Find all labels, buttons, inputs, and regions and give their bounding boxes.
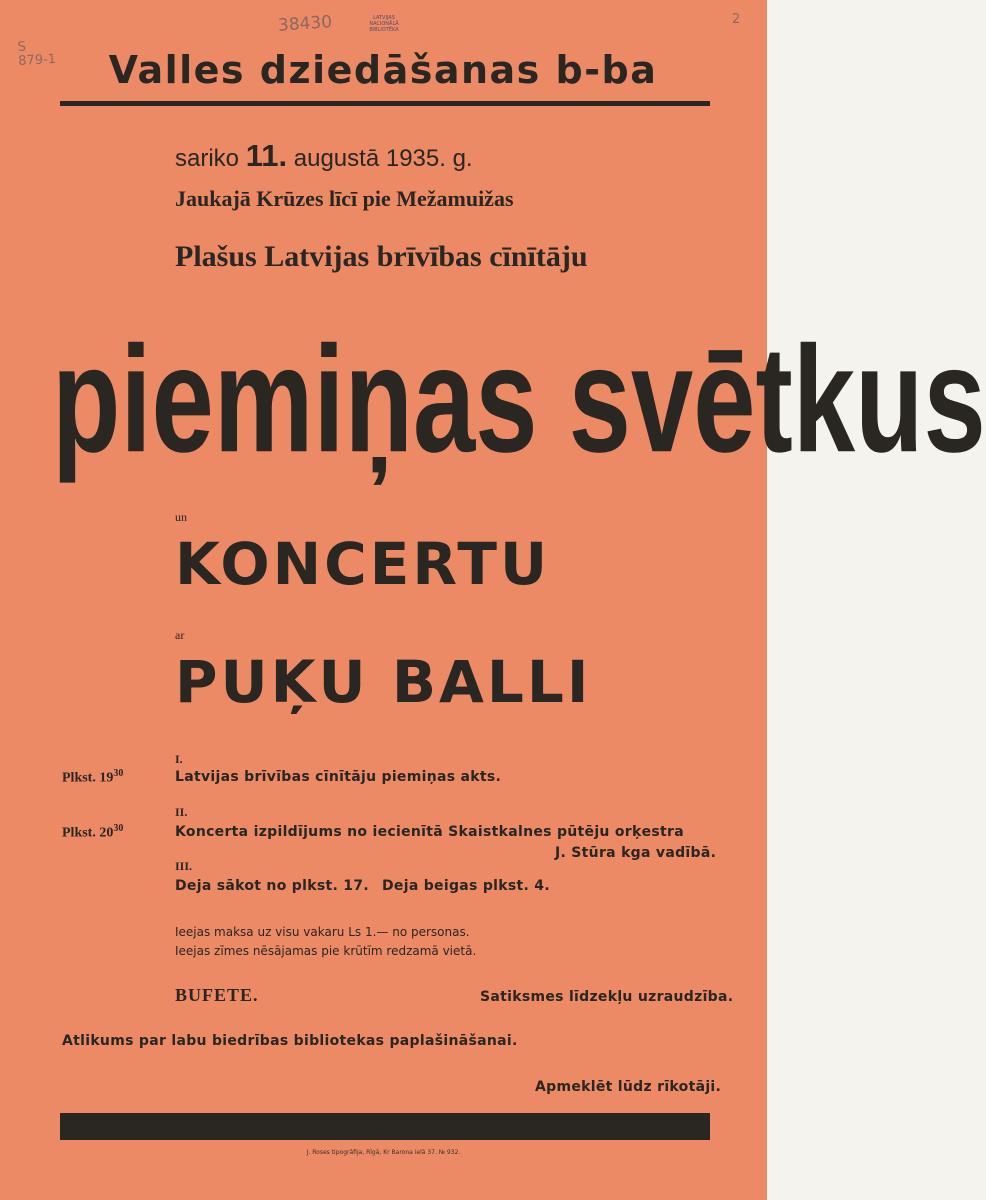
event-day: 11. bbox=[245, 138, 288, 173]
side-note bbox=[17, 39, 56, 69]
program-item-text: Deja sākot no plkst. 17. bbox=[175, 878, 369, 894]
event-month-year: augustā 1935. g. bbox=[293, 145, 473, 172]
library-note: Atlikums par labu biedrības bibliotekas paplašināšanai. bbox=[62, 1033, 518, 1049]
program-number: I. bbox=[175, 752, 183, 766]
program-item-text-b: Deja beigas plkst. 4. bbox=[382, 878, 550, 894]
program-time-hour: Plkst. 20 bbox=[62, 825, 114, 841]
program-time bbox=[62, 768, 123, 787]
printer-imprint: J. Roses tipogrāfija, Rīgā, Kr Barona ielā 37. № 932. bbox=[306, 1149, 461, 1156]
program-time-min: 30 bbox=[113, 823, 124, 834]
title-underline bbox=[60, 101, 710, 106]
main-headline: piemiņas svētkus bbox=[52, 314, 986, 484]
concert-word: KONCERTU bbox=[175, 530, 551, 598]
corner-mark: 2 bbox=[732, 12, 741, 27]
buffet-label: BUFETE. bbox=[175, 985, 259, 1005]
and-word: un bbox=[175, 510, 187, 524]
ball-word: PUĶU BALLI bbox=[175, 648, 592, 716]
program-number: II. bbox=[175, 805, 188, 819]
event-location: Jaukajā Krūzes līcī pie Mežamuižas bbox=[175, 186, 514, 211]
program-item-text: Koncerta izpildījums no iecienītā Skaistkalnes pūtēju orķestra bbox=[175, 824, 684, 840]
event-date bbox=[175, 138, 473, 174]
event-lead: Plašus Latvijas brīvības cīnītāju bbox=[175, 240, 588, 273]
program-time-min: 30 bbox=[113, 768, 124, 779]
sariko-word: sariko bbox=[175, 145, 240, 172]
program-time bbox=[62, 823, 123, 842]
organizers-note: Apmeklēt lūdz rīkotāji. bbox=[535, 1079, 722, 1095]
program-item-text-cont: J. Stūra kga vadībā. bbox=[555, 845, 717, 861]
society-title: Valles dziedāšanas b-ba bbox=[108, 48, 658, 92]
library-stamp: LATVIJAS NACIONĀLĀ BIBLIOTĒKA bbox=[369, 15, 399, 33]
bottom-bar bbox=[60, 1113, 710, 1140]
program-time-hour: Plkst. 19 bbox=[62, 770, 114, 786]
transport-note: Satiksmes līdzekļu uzraudzība. bbox=[480, 989, 734, 1005]
badge-note: Ieejas zīmes nēsājamas pie krūtīm redzamā vietā. bbox=[175, 944, 477, 958]
with-word: ar bbox=[175, 628, 185, 642]
program-item-text: Latvijas brīvības cīnītāju piemiņas akts. bbox=[175, 769, 502, 785]
entry-fee-note: Ieejas maksa uz visu vakaru Ls 1.— no personas. bbox=[175, 925, 470, 939]
side-note-text: S 879-1 bbox=[17, 39, 57, 69]
archive-number: 38430 bbox=[277, 12, 333, 36]
program-number: III. bbox=[175, 859, 193, 873]
